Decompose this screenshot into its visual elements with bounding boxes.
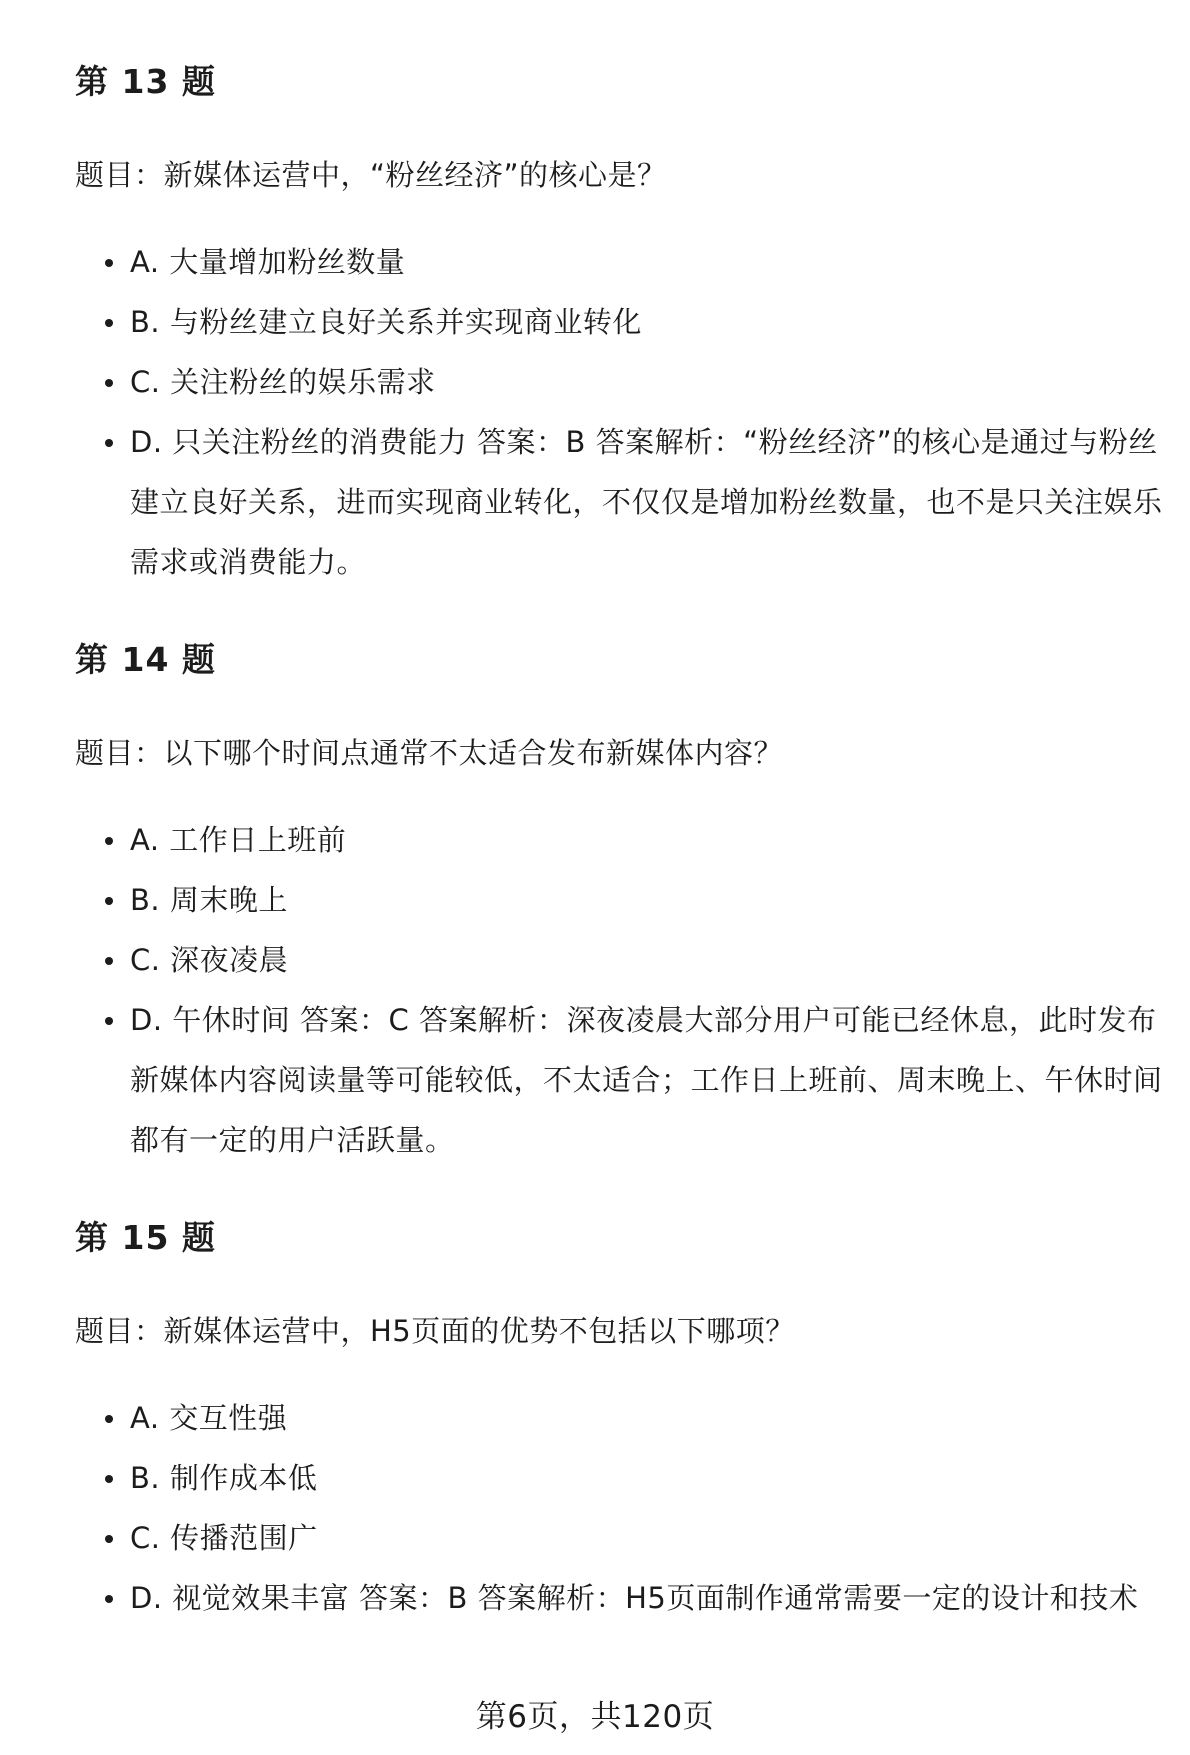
option-b: B. 与粉丝建立良好关系并实现商业转化 xyxy=(75,292,1165,352)
option-b: B. 周末晚上 xyxy=(75,870,1165,930)
option-a: A. 大量增加粉丝数量 xyxy=(75,232,1165,292)
option-list xyxy=(75,810,1165,1170)
question-14 xyxy=(75,638,1165,1170)
option-d-with-answer: D. 视觉效果丰富 答案：B 答案解析：H5页面制作通常需要一定的设计和技术 xyxy=(75,1568,1165,1628)
option-d-with-answer: D. 午休时间 答案：C 答案解析：深夜凌晨大部分用户可能已经休息，此时发布新媒体内容阅读量等可能较低，不太适合；工作日上班前、周末晚上、午休时间都有一定的用户活跃量。 xyxy=(75,990,1165,1170)
option-list xyxy=(75,232,1165,592)
question-title: 第 13 题 xyxy=(75,62,216,101)
question-title: 第 15 题 xyxy=(75,1218,216,1257)
question-text: 题目：以下哪个时间点通常不太适合发布新媒体内容？ xyxy=(75,736,784,770)
page-number: 第6页，共120页 xyxy=(475,1699,715,1735)
question-title: 第 14 题 xyxy=(75,640,216,679)
option-b: B. 制作成本低 xyxy=(75,1448,1165,1508)
question-13 xyxy=(75,60,1165,592)
option-a: A. 交互性强 xyxy=(75,1388,1165,1448)
option-list xyxy=(75,1388,1165,1628)
question-text: 题目：新媒体运营中，“粉丝经济”的核心是？ xyxy=(75,158,667,192)
option-a: A. 工作日上班前 xyxy=(75,810,1165,870)
option-c: C. 传播范围广 xyxy=(75,1508,1165,1568)
question-text: 题目：新媒体运营中，H5页面的优势不包括以下哪项？ xyxy=(75,1314,795,1348)
option-d-with-answer: D. 只关注粉丝的消费能力 答案：B 答案解析：“粉丝经济”的核心是通过与粉丝建立良好关系，进而实现商业转化，不仅仅是增加粉丝数量，也不是只关注娱乐需求或消费能力。 xyxy=(75,412,1165,592)
question-15 xyxy=(75,1216,1165,1628)
document-body xyxy=(75,60,1165,1628)
option-c: C. 深夜凌晨 xyxy=(75,930,1165,990)
option-c: C. 关注粉丝的娱乐需求 xyxy=(75,352,1165,412)
